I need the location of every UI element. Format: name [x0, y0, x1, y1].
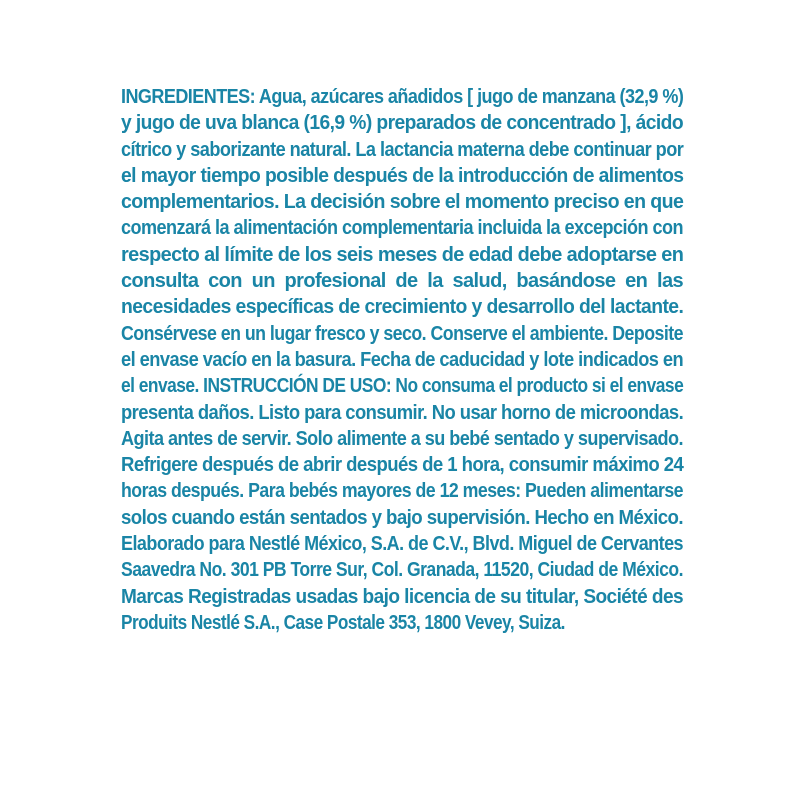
label-line-20: Marcas Registradas usadas bajo licencia de su titular, Société des: [121, 585, 683, 608]
label-line-6: comenzará la alimentación complementaria incluida la excepción con: [121, 217, 683, 240]
label-line-14: Agita antes de servir. Solo alimente a su bebé sentado y supervisado.: [121, 427, 684, 450]
ingredients-label-panel: [121, 84, 683, 636]
label-line-3: cítrico y saborizante natural. La lactancia materna debe continuar por: [121, 138, 684, 161]
label-line-4: el mayor tiempo posible después de la introducción de alimentos: [121, 164, 684, 187]
label-line-15: Refrigere después de abrir después de 1 hora, consumir máximo 24: [121, 454, 684, 477]
label-line-7: respecto al límite de los seis meses de edad debe adoptarse en: [121, 243, 684, 266]
label-line-8: consulta con un profesional de la salud, basándose en las: [121, 270, 683, 293]
label-line-16: horas después. Para bebés mayores de 12 meses: Pueden alimentarse: [121, 480, 683, 503]
label-line-10: Consérvese en un lugar fresco y seco. Conserve el ambiente. Deposite: [121, 322, 683, 345]
label-line-17: solos cuando están sentados y bajo supervisión. Hecho en México.: [121, 506, 683, 529]
label-line-2: y jugo de uva blanca (16,9 %) preparados de concentrado ], ácido: [121, 112, 683, 135]
label-line-12: el envase. INSTRUCCIÓN DE USO: No consuma el producto si el envase: [121, 375, 684, 398]
label-line-18: Elaborado para Nestlé México, S.A. de C.V., Blvd. Miguel de Cervantes: [121, 533, 683, 556]
label-line-9: necesidades específicas de crecimiento y desarrollo del lactante.: [121, 296, 684, 319]
label-line-13: presenta daños. Listo para consumir. No usar horno de microondas.: [121, 401, 684, 424]
label-line-5: complementarios. La decisión sobre el momento preciso en que: [121, 191, 684, 214]
label-line-1: INGREDIENTES: Agua, azúcares añadidos [ jugo de manzana (32,9 %): [121, 86, 684, 108]
label-line-19: Saavedra No. 301 PB Torre Sur, Col. Granada, 11520, Ciudad de México.: [121, 559, 683, 582]
label-line-11: el envase vacío en la basura. Fecha de caducidad y lote indicados en: [121, 348, 684, 371]
label-line-21: Produits Nestlé S.A., Case Postale 353, 1800 Vevey, Suiza.: [121, 611, 565, 634]
